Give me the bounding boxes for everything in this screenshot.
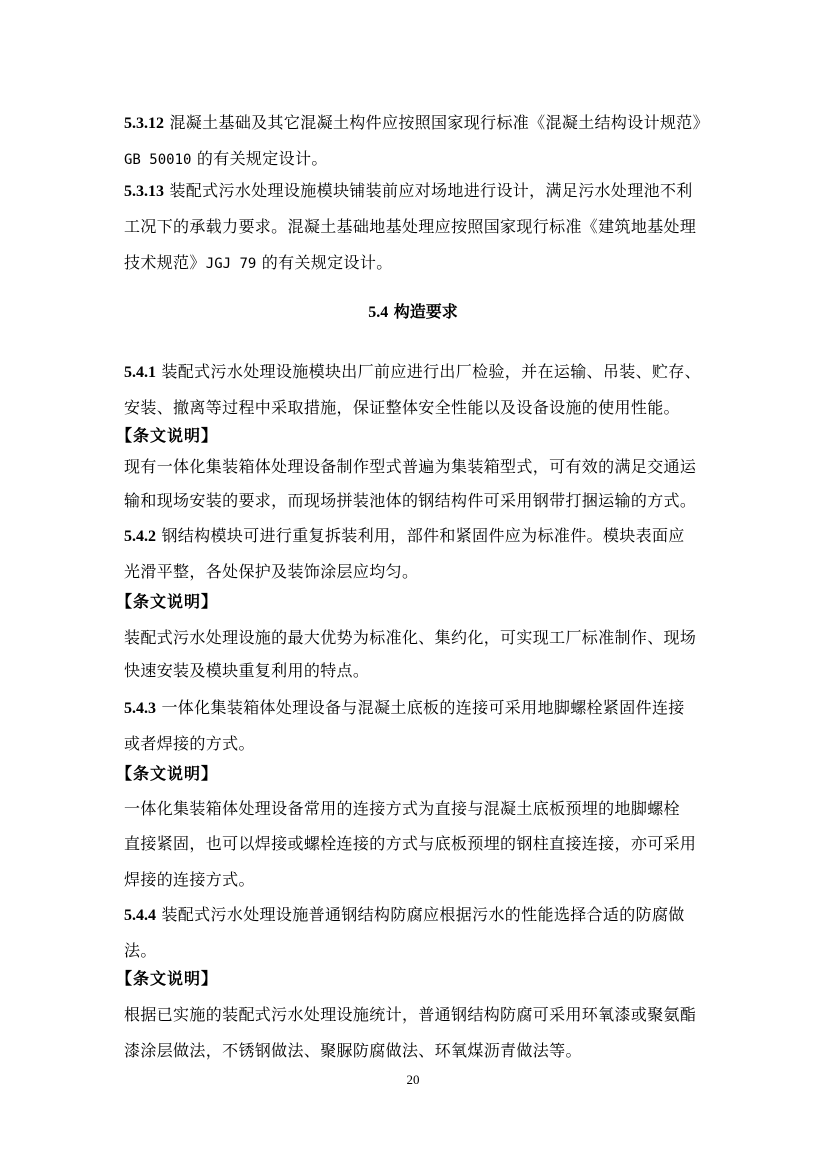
explanation-line-1 [124,457,696,477]
clause-text: 钢结构模块可进行重复拆装利用，部件和紧固件应为标准件。模块表面应 [161,526,685,545]
clause-5-4-3-line-2 [124,734,255,754]
clause-text: 混凝土基础及其它混凝土构件应按照国家现行标准《混凝土结构设计规范》 [169,113,709,132]
clause-text: 一体化集装箱体处理设备与混凝土底板的连接可采用地脚螺栓紧固件连接 [161,698,685,717]
explanation-line-2 [124,834,696,854]
clause-number: 5.3.12 [124,115,164,132]
explanation-label: 【条文说明】 [116,764,219,783]
explanation-text: 焊接的连接方式。 [124,870,255,889]
clause-text: 光滑平整，各处保护及装饰涂层应均匀。 [124,562,419,581]
clause-number: 5.4.3 [124,700,156,717]
clause-text: 技术规范》 [124,253,206,272]
explanation-line-1 [124,799,680,819]
clause-text: 或者焊接的方式。 [124,734,255,753]
explanation-line-2 [124,491,696,511]
clause-number: 5.4.2 [124,528,156,545]
explanation-text: 根据已实施的装配式污水处理设施统计，普通钢结构防腐可采用环氧漆或聚氨酯 [124,1005,697,1024]
clause-5-4-3-line-1 [124,698,685,719]
standard-code: JGJ 79 [205,256,257,272]
standard-code: GB 50010 [124,152,192,168]
clause-text: 的有关规定设计。 [196,149,328,168]
clause-5-3-13-line-2 [124,217,696,237]
clause-5-3-12-line-1 [124,113,709,134]
clause-number: 5.3.13 [124,183,164,200]
explanation-text: 直接紧固，也可以焊接或螺栓连接的方式与底板预埋的钢柱直接连接，亦可采用 [124,834,697,853]
explanation-text: 输和现场安装的要求，而现场拼装池体的钢结构件可采用钢带打捆运输的方式。 [124,491,697,510]
clause-text: 装配式污水处理设施模块铺装前应对场地进行设计，满足污水处理池不利 [169,181,693,200]
explanation-line-2 [124,661,369,681]
page-number: 20 [406,1072,420,1087]
clause-number: 5.4.1 [124,364,156,381]
clause-5-4-2-line-1 [124,526,685,547]
clause-5-4-4-line-1 [124,905,685,926]
clause-text: 法。 [124,941,157,960]
section-number: 5.4 [368,304,389,321]
explanation-line-3 [124,870,255,890]
clause-5-4-1-line-1 [124,362,701,383]
clause-text: 安装、撤离等过程中采取措施，保证整体安全性能以及设备设施的使用性能。 [124,398,680,417]
clause-text: 装配式污水处理设施普通钢结构防腐应根据污水的性能选择合适的防腐做 [161,905,685,924]
clause-5-3-13-line-1 [124,181,693,202]
clause-5-4-2-line-2 [124,562,418,582]
explanation-line-1 [124,1005,696,1025]
clause-5-4-1-line-2 [124,398,680,418]
clause-number: 5.4.4 [124,907,156,924]
explanation-line-1 [124,628,696,648]
explanation-text: 快速安装及模块重复利用的特点。 [124,661,370,680]
section-title: 构造要求 [393,302,458,321]
explanation-text: 一体化集装箱体处理设备常用的连接方式为直接与混凝土底板预埋的地脚螺栓 [124,799,680,818]
explanation-text: 现有一体化集装箱体处理设备制作型式普遍为集装箱型式，可有效的满足交通运 [124,457,697,476]
explanation-label: 【条文说明】 [116,592,219,611]
clause-text: 工况下的承载力要求。混凝土基础地基处理应按照国家现行标准《建筑地基处理 [124,217,697,236]
clause-text: 装配式污水处理设施模块出厂前应进行出厂检验，并在运输、吊装、贮存、 [161,362,701,381]
clause-5-3-13-line-3 [124,253,393,274]
explanation-line-2 [124,1041,582,1061]
explanation-text: 装配式污水处理设施的最大优势为标准化、集约化，可实现工厂标准制作、现场 [124,628,697,647]
clause-5-3-12-line-2 [124,149,328,170]
explanation-label: 【条文说明】 [116,426,219,445]
explanation-label: 【条文说明】 [116,969,219,988]
explanation-text: 漆涂层做法，不锈钢做法、聚脲防腐做法、环氧煤沥青做法等。 [124,1041,582,1060]
clause-5-4-4-line-2 [124,941,157,961]
section-heading [0,302,826,323]
clause-text: 的有关规定设计。 [261,253,393,272]
